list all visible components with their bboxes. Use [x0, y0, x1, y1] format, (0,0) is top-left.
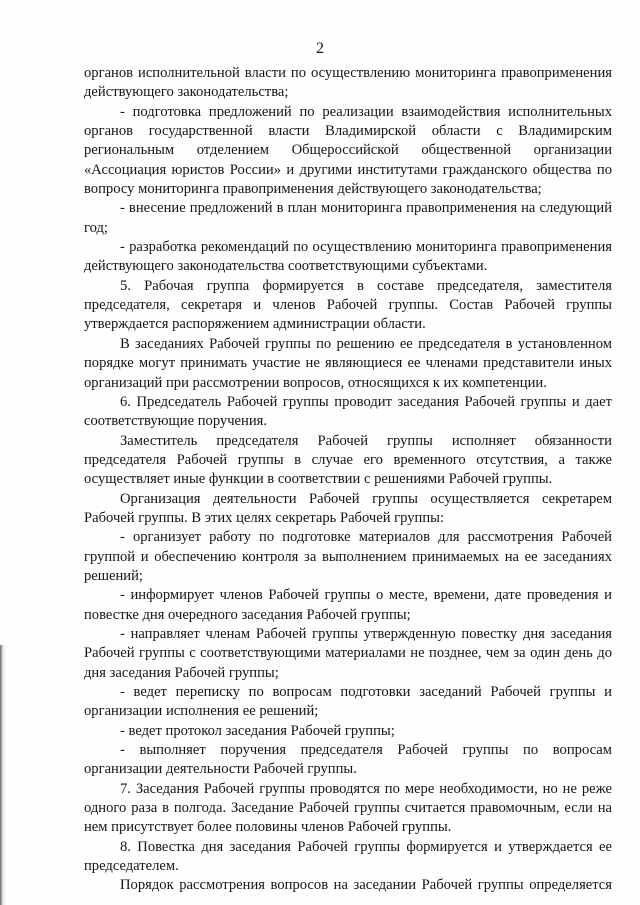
paragraph: - ведет протокол заседания Рабочей группы;: [120, 722, 395, 739]
paragraph: - информирует членов Рабочей группы о месте, времени, дате проведения и повестке дня очередного заседания Рабочей группы;: [84, 587, 612, 623]
scan-edge-mark: [0, 645, 6, 905]
paragraph: В заседаниях Рабочей группы по решению ее председателя в установленном порядке могут принимать участие не являющиеся ее членами представители иных организаций при рассмотрении вопросов, относящихся к их компетенции.: [84, 335, 612, 391]
paragraph: - направляет членам Рабочей группы утвержденную повестку дня заседания Рабочей группы с соответствующими материалами не позднее, чем за один день до дня заседания Рабочей группы;: [84, 625, 612, 681]
paragraph: - подготовка предложений по реализации взаимодействия исполнительных органов государственной власти Владимирской области с Владимирским региональным отделением Общероссийской общественной организации «Ассоциация юристов России» и другими институтами гражданского общества по вопросу мониторинга правоприменения действующего законодательства;: [84, 103, 612, 198]
paragraph: 6. Председатель Рабочей группы проводит заседания Рабочей группы и дает соответствующие поручения.: [84, 393, 612, 430]
paragraph: - выполняет поручения председателя Рабочей группы по вопросам организации деятельности Рабочей группы.: [84, 742, 612, 778]
paragraph: 7. Заседания Рабочей группы проводятся по мере необходимости, но не реже одного раза в полгода. Заседание Рабочей группы считается правомочным, если на нем присутствует более половины членов Рабочей группы.: [84, 780, 612, 836]
paragraph: органов исполнительной власти по осуществлению мониторинга правоприменения действующего законодательства;: [84, 65, 612, 101]
paragraph: 8. Повестка дня заседания Рабочей группы формируется и утверждается ее председателем.: [84, 838, 612, 875]
paragraph: Организация деятельности Рабочей группы осуществляется секретарем Рабочей группы. В этих целях секретарь Рабочей группы:: [84, 490, 612, 526]
paragraph: - ведет переписку по вопросам подготовки заседаний Рабочей группы и организации исполнения ее решений;: [84, 684, 612, 720]
document-body: [84, 64, 612, 896]
page-number: 2: [316, 40, 324, 57]
paragraph: - разработка рекомендаций по осуществлению мониторинга правоприменения действующего законодательства соответствующими субъектами.: [84, 239, 612, 275]
paragraph: Заместитель председателя Рабочей группы исполняет обязанности председателя Рабочей группы в случае его временного отсутствия, а также осуществляет иные функции в соответствии с решениями Рабочей группы.: [84, 432, 612, 488]
paragraph: 5. Рабочая группа формируется в составе председателя, заместителя председателя, секретаря и членов Рабочей группы. Состав Рабочей группы утверждается распоряжением администрации области.: [84, 277, 612, 333]
paragraph: Порядок рассмотрения вопросов на заседании Рабочей группы определяется: [120, 877, 612, 894]
paragraph: - внесение предложений в план мониторинга правоприменения на следующий год;: [84, 200, 612, 236]
paragraph: - организует работу по подготовке материалов для рассмотрения Рабочей группой и обеспечению контроля за выполнением принимаемых на ее заседаниях решений;: [84, 529, 612, 584]
